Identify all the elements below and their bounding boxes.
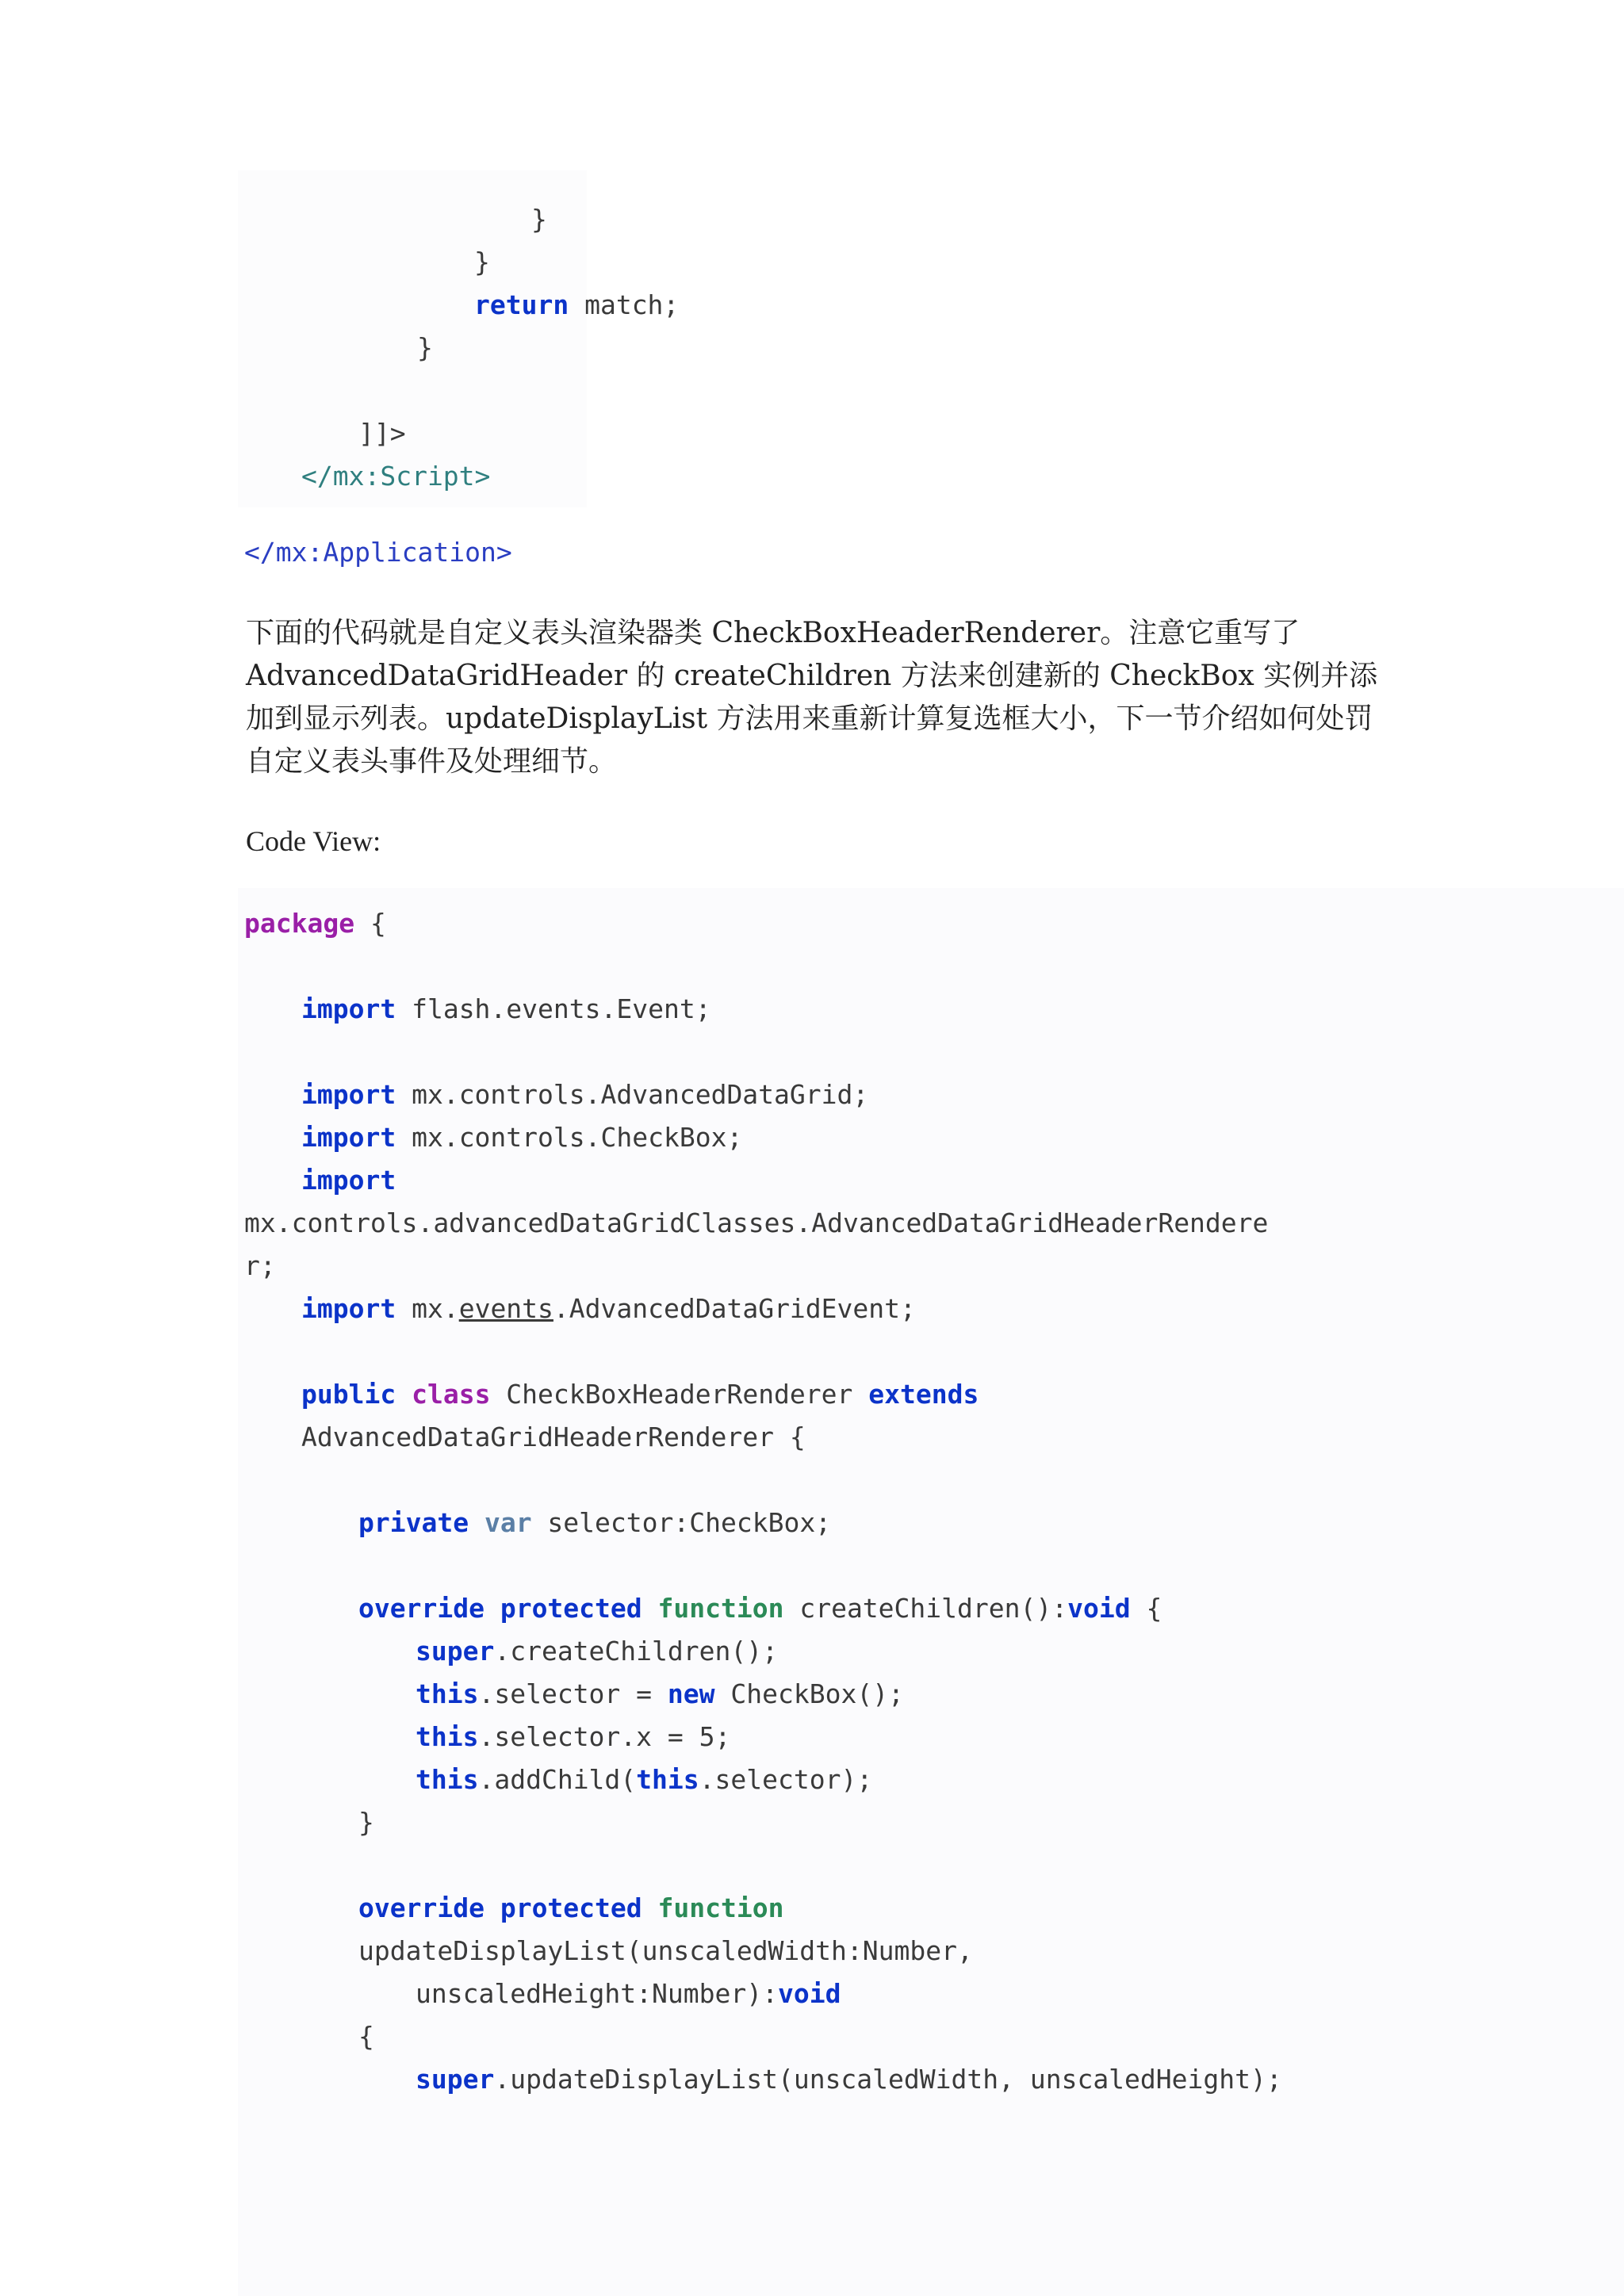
code-line-new-checkbox: this.selector = new CheckBox(); — [416, 1678, 904, 1709]
code-line-return: return match; — [474, 289, 680, 320]
code-line-add-child: this.addChild(this.selector); — [416, 1764, 873, 1795]
code-line-close-brace-2: } — [474, 247, 490, 277]
description-paragraph: 下面的代码就是自定义表头渲染器类 CheckBoxHeaderRenderer。注意它重写了 AdvancedDataGridHeader 的 createChildren 方法来创建新的 CheckBox 实例并添加到显示列表。updateDisplayList 方法用来重新计算复选框大小，下一节介绍如何处罚自定义表头事件及处理细节。 — [246, 617, 1378, 778]
code-line-import-5: import mx.events.AdvancedDataGridEvent; — [301, 1293, 916, 1324]
code-view-label: Code View: — [246, 825, 381, 857]
code-line-import-1: import flash.events.Event; — [301, 993, 711, 1024]
code-line-create-children-sig: override protected function createChildren():void { — [358, 1593, 1162, 1624]
keyword-return: return — [474, 289, 569, 320]
code-line-update-sig-2: unscaledHeight:Number):void — [416, 1978, 841, 2009]
code-line-import-4: import — [301, 1165, 396, 1196]
code-line-update-open: { — [358, 2021, 374, 2052]
code-line-cdata-end: ]]> — [358, 418, 406, 449]
code-line-package: package { — [244, 908, 386, 939]
code-line-close-brace-1: } — [531, 204, 547, 235]
code-line-application-close: </mx:Application> — [244, 537, 512, 568]
code-line-close-brace-3: } — [417, 332, 433, 363]
code-line-private-var: private var selector:CheckBox; — [358, 1507, 832, 1538]
code-line-class-decl: public class CheckBoxHeaderRenderer extends — [301, 1379, 979, 1410]
code-line-script-close: </mx:Script> — [301, 461, 491, 492]
code-line-close-create: } — [358, 1807, 374, 1838]
code-line-selector-x: this.selector.x = 5; — [416, 1721, 731, 1752]
code-line-update-sig-1: updateDisplayList(unscaledWidth:Number, — [358, 1935, 973, 1966]
code-line-import-4-wrapped: mx.controls.advancedDataGridClasses.AdvancedDataGridHeaderRendere — [244, 1207, 1269, 1238]
code-line-import-4-tail: r; — [244, 1250, 276, 1281]
code-line-update-modifiers: override protected function — [358, 1892, 784, 1923]
code-line-super-update: super.updateDisplayList(unscaledWidth, unscaledHeight); — [416, 2064, 1282, 2095]
code-line-import-3: import mx.controls.CheckBox; — [301, 1122, 743, 1153]
code-line-super-create: super.createChildren(); — [416, 1636, 778, 1667]
code-line-import-2: import mx.controls.AdvancedDataGrid; — [301, 1079, 869, 1110]
code-line-extends-name: AdvancedDataGridHeaderRenderer { — [301, 1422, 806, 1452]
